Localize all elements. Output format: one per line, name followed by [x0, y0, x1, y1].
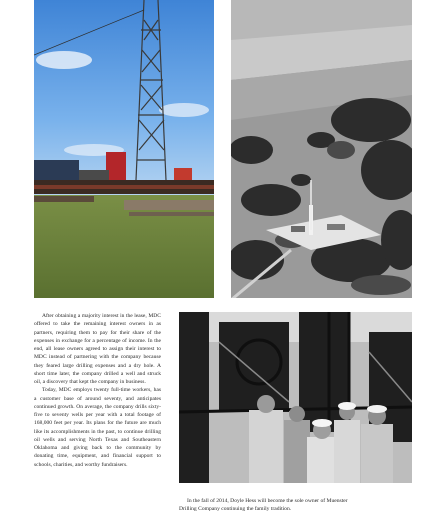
drilling-crew-image [179, 312, 412, 483]
caption-text: In the fall of 2014, Doyle Hess will become the sole owner of Muenster Drilling Company continuing the family tradition. [179, 498, 348, 513]
article-paragraph: Today, MDC employs twenty full-time workers, has a customer base of around seventy, and anticipates continued growth. On average, the company drills sixty-five to seventy wells per year with a total footage of 168,000 feet per year. Its plans for the future are much like its accomplishments in the past, to continue drilling oil wells and serving North Texas and Southeastern Oklahoma and giving back to the community by donating time, equipment, and financial support to schools, charities, and worthy fundraisers. [34, 387, 161, 468]
drilling-crew-photo [179, 312, 412, 483]
aerial-drill-site-image [231, 0, 412, 298]
drilling-rig-photo [34, 0, 214, 298]
article-body [34, 312, 161, 469]
drilling-rig-image [34, 0, 214, 298]
photo-caption [179, 497, 359, 514]
aerial-drill-site-photo [231, 0, 412, 298]
article-paragraph: After obtaining a majority interest in the lease, MDC offered to take the remaining interest owners in as partners, requiring them to pay for their share of the expenses in exchange for a percentage of income. In the end, all lease owners agreed to assign their interest to MDC instead of partnering with the company because they feared large drilling expenses and a dry hole. A short time later, the company drilled a well and struck oil, a discovery that kept the company in business. [34, 313, 161, 385]
